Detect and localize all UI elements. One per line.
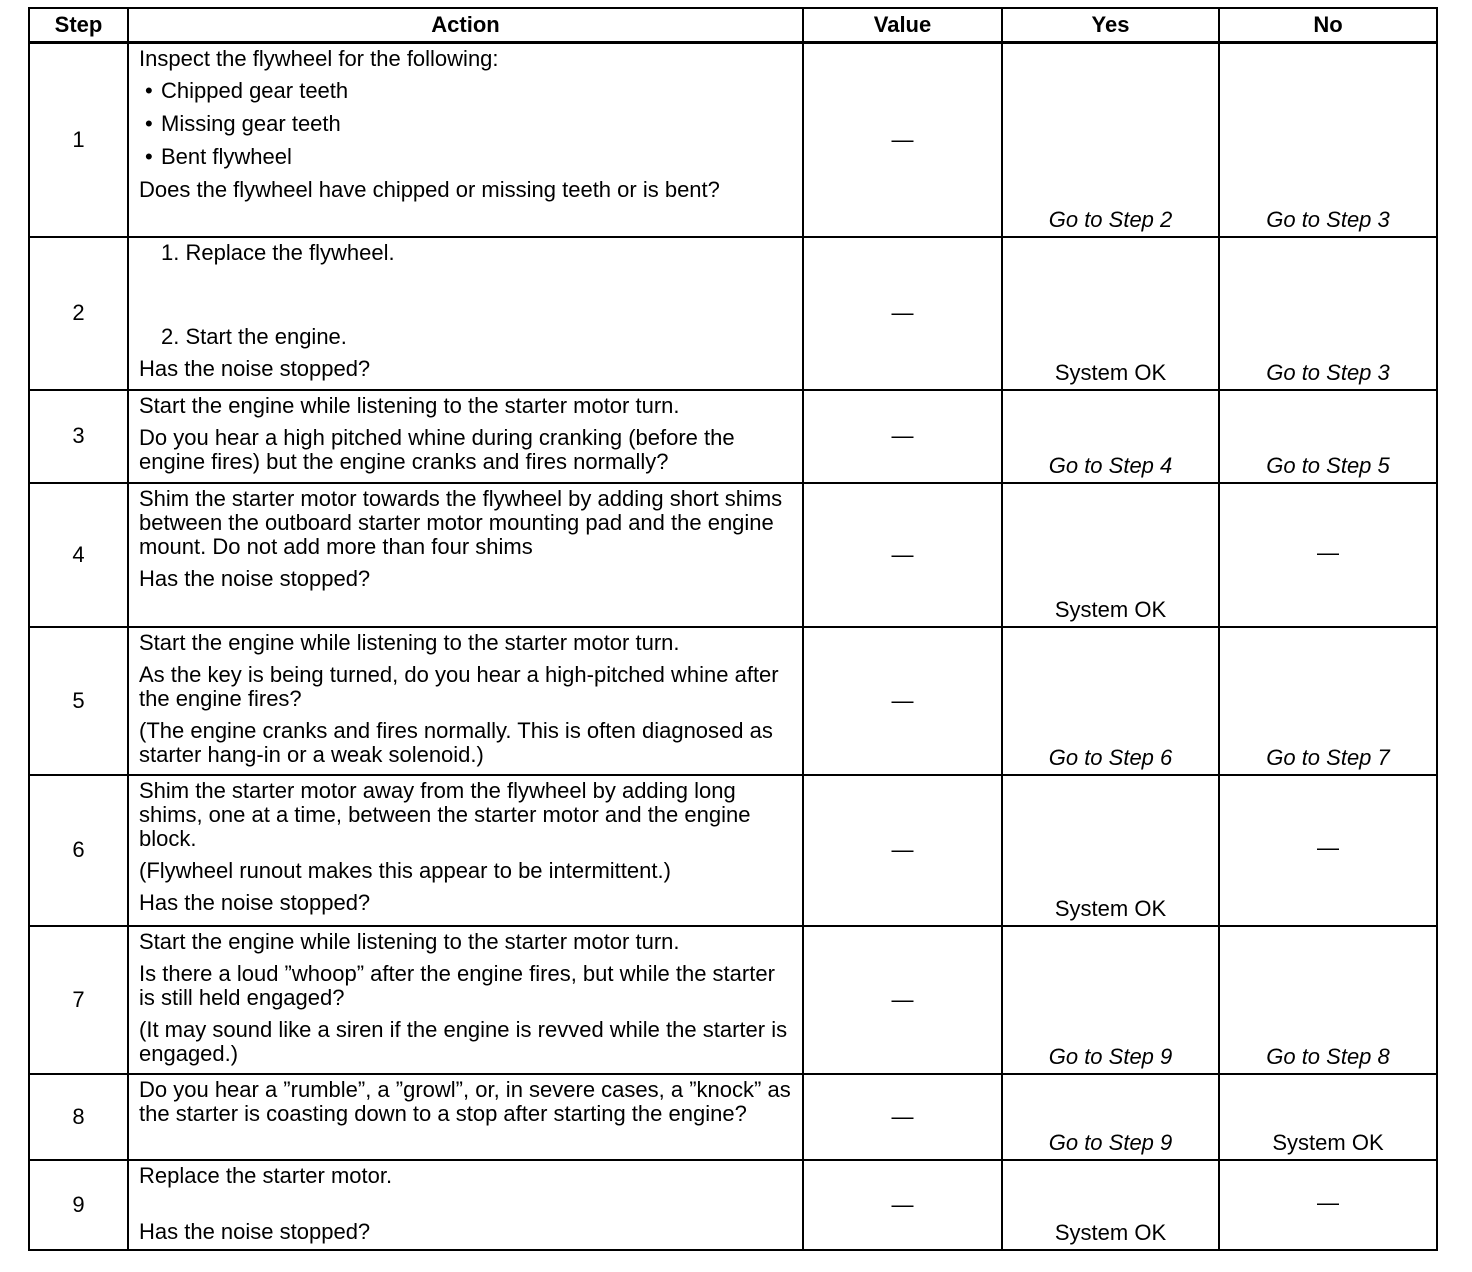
step-number: 4 — [29, 483, 128, 627]
numbered-step: 2. Start the engine. — [161, 323, 347, 349]
step-number: 6 — [29, 775, 128, 926]
value-cell: — — [803, 627, 1002, 775]
action-cell — [128, 1160, 803, 1250]
yes-cell: System OK — [1002, 1160, 1219, 1250]
no-cell: Go to Step 8 — [1219, 926, 1437, 1074]
action-question: Has the noise stopped? — [139, 565, 371, 591]
numbered-steps — [139, 241, 796, 349]
yes-cell: Go to Step 9 — [1002, 926, 1219, 1074]
action-question: Has the noise stopped? — [139, 355, 371, 381]
action-question: As the key is being turned, do you hear a high-pitched whine after the engine fires? — [139, 661, 779, 711]
action-cell — [128, 237, 803, 390]
yes-cell: Go to Step 2 — [1002, 43, 1219, 237]
action-note: (The engine cranks and fires normally. This is often diagnosed as starter hang-in or a weak solenoid.) — [139, 717, 773, 767]
action-instruction: Replace the starter motor. — [139, 1162, 393, 1188]
action-question: Has the noise stopped? — [139, 889, 371, 915]
value-cell: — — [803, 43, 1002, 237]
action-question: Does the flywheel have chipped or missing teeth or is bent? — [139, 177, 720, 202]
diagnostic-table — [28, 7, 1438, 1251]
table-row — [29, 237, 1437, 390]
no-cell: — — [1219, 1160, 1437, 1250]
action-intro: Inspect the flywheel for the following: — [139, 46, 499, 71]
no-cell: Go to Step 3 — [1219, 43, 1437, 237]
yes-cell: Go to Step 4 — [1002, 390, 1219, 483]
table-row — [29, 1074, 1437, 1160]
numbered-step: 1. Replace the flywheel. — [161, 239, 395, 265]
table-row — [29, 627, 1437, 775]
bullet-list — [139, 79, 796, 169]
no-cell: — — [1219, 483, 1437, 627]
table-row — [29, 775, 1437, 926]
action-cell — [128, 43, 803, 237]
step-number: 2 — [29, 237, 128, 390]
no-cell: System OK — [1219, 1074, 1437, 1160]
action-instruction: Shim the starter motor towards the flywheel by adding short shims between the outboard starter motor mounting pad and the engine mount. Do not add more than four shims — [139, 485, 783, 559]
step-number: 1 — [29, 43, 128, 237]
action-question: Is there a loud ”whoop” after the engine fires, but while the starter is still held engaged? — [139, 960, 775, 1010]
action-question: Do you hear a high pitched whine during cranking (before the engine fires) but the engine cranks and fires normally? — [139, 424, 735, 474]
header-yes: Yes — [1002, 8, 1219, 43]
action-question: Has the noise stopped? — [139, 1218, 371, 1244]
value-cell: — — [803, 1074, 1002, 1160]
action-note: (It may sound like a siren if the engine is revved while the starter is engaged.) — [139, 1016, 788, 1066]
action-cell — [128, 775, 803, 926]
header-step: Step — [29, 8, 128, 43]
action-instruction: Start the engine while listening to the starter motor turn. — [139, 629, 680, 655]
action-note: (Flywheel runout makes this appear to be intermittent.) — [139, 857, 671, 883]
action-cell — [128, 483, 803, 627]
yes-cell: Go to Step 6 — [1002, 627, 1219, 775]
no-cell: Go to Step 7 — [1219, 627, 1437, 775]
action-instruction: Shim the starter motor away from the flywheel by adding long shims, one at a time, between the starter motor and the engine block. — [139, 777, 751, 851]
bullet-item: • Bent flywheel — [139, 145, 796, 169]
yes-cell: System OK — [1002, 483, 1219, 627]
step-number: 9 — [29, 1160, 128, 1250]
step-number: 7 — [29, 926, 128, 1074]
step-number: 5 — [29, 627, 128, 775]
table-row — [29, 390, 1437, 483]
no-cell: — — [1219, 775, 1437, 926]
action-cell — [128, 1074, 803, 1160]
table-row — [29, 43, 1437, 237]
action-question: Do you hear a ”rumble”, a ”growl”, or, in severe cases, a ”knock” as the starter is coasting down to a stop after starting the engine? — [139, 1076, 791, 1126]
step-number: 3 — [29, 390, 128, 483]
value-cell: — — [803, 390, 1002, 483]
action-cell — [128, 390, 803, 483]
value-cell: — — [803, 237, 1002, 390]
table-row — [29, 926, 1437, 1074]
value-cell: — — [803, 775, 1002, 926]
value-cell: — — [803, 483, 1002, 627]
bullet-item: • Chipped gear teeth — [139, 79, 796, 103]
action-cell — [128, 926, 803, 1074]
no-cell: Go to Step 3 — [1219, 237, 1437, 390]
table-row — [29, 1160, 1437, 1250]
value-cell: — — [803, 926, 1002, 1074]
header-row — [29, 8, 1437, 43]
action-instruction: Start the engine while listening to the starter motor turn. — [139, 928, 680, 954]
bullet-item: • Missing gear teeth — [139, 112, 796, 136]
yes-cell: Go to Step 9 — [1002, 1074, 1219, 1160]
table-row — [29, 483, 1437, 627]
header-action: Action — [128, 8, 803, 43]
action-instruction: Start the engine while listening to the starter motor turn. — [139, 392, 680, 418]
action-cell — [128, 627, 803, 775]
no-cell: Go to Step 5 — [1219, 390, 1437, 483]
header-no: No — [1219, 8, 1437, 43]
value-cell: — — [803, 1160, 1002, 1250]
yes-cell: System OK — [1002, 237, 1219, 390]
step-number: 8 — [29, 1074, 128, 1160]
header-value: Value — [803, 8, 1002, 43]
yes-cell: System OK — [1002, 775, 1219, 926]
